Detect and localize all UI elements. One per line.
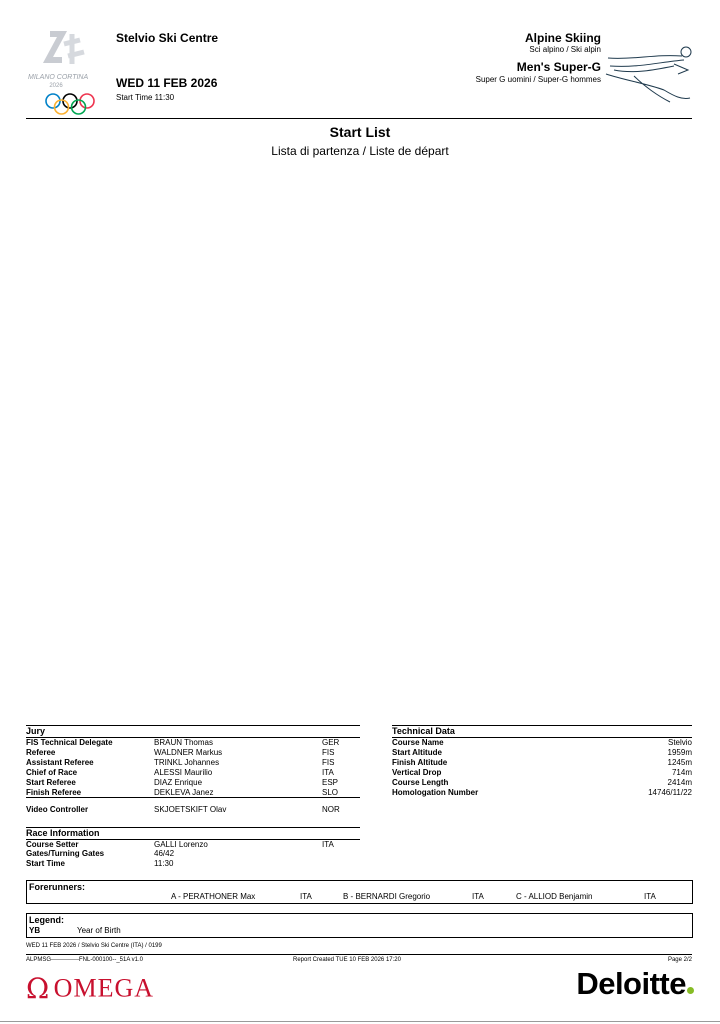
- video-controller-name: SKJOETSKIFT Olav: [154, 805, 227, 814]
- technical-row: [392, 738, 692, 748]
- header-rule: [26, 118, 692, 119]
- technical-row: [392, 758, 692, 768]
- race-info-label: Gates/Turning Gates: [26, 849, 105, 858]
- jury-row: [26, 738, 360, 748]
- jury-name: DIAZ Enrique: [154, 778, 203, 787]
- jury-heading: Jury: [26, 726, 46, 736]
- discipline-translations: Sci alpino / Ski alpin: [529, 45, 601, 54]
- forerunners-heading: Forerunners:: [29, 882, 86, 892]
- footer-location-line: WED 11 FEB 2026 / Stelvio Ski Centre (ITA) / 0199: [26, 943, 162, 949]
- technical-label: Start Altitude: [392, 748, 442, 757]
- omega-symbol-icon: Ω: [26, 972, 50, 1005]
- race-info-value: 46/42: [154, 849, 175, 858]
- jury-name: TRINKL Johannes: [154, 758, 220, 767]
- deloitte-logo: [576, 966, 694, 1006]
- event-title: Men's Super-G: [516, 60, 601, 74]
- venue-name: Stelvio Ski Centre: [116, 31, 219, 45]
- jury-row: [26, 768, 360, 778]
- race-info-row: [26, 859, 360, 869]
- footer-report-created: Report Created TUE 10 FEB 2026 17:20: [293, 957, 401, 963]
- forerunner-name: C - ALLIOD Benjamin: [516, 892, 593, 901]
- olympic-rings-icon: [44, 92, 96, 116]
- race-info-row: [26, 849, 360, 859]
- technical-value: 1245m: [667, 758, 692, 767]
- forerunner-noc: ITA: [472, 892, 484, 901]
- technical-row: [392, 768, 692, 778]
- jury-noc: ITA: [322, 768, 334, 777]
- race-info-value: GALLI Lorenzo: [154, 840, 208, 849]
- footer-rule: [26, 954, 692, 955]
- forerunner-item: [516, 892, 592, 901]
- technical-label: Vertical Drop: [392, 768, 442, 777]
- jury-role: Assistant Referee: [26, 758, 94, 767]
- jury-row: [26, 778, 360, 788]
- race-info-noc: ITA: [322, 840, 334, 849]
- forerunner-item: [171, 892, 255, 901]
- technical-label: Course Length: [392, 778, 449, 787]
- event-translations: Super G uomini / Super-G hommes: [475, 75, 601, 84]
- deloitte-green-dot-icon: [687, 987, 694, 994]
- footer-report-code: ALPMSG--------------FNL-000100--_51A v1.0: [26, 957, 144, 963]
- page-subtitle: Lista di partenza / Liste de départ: [271, 144, 449, 158]
- race-info-heading: Race Information: [26, 828, 100, 838]
- omega-wordmark: OMEGA: [53, 973, 155, 1003]
- bottom-edge-rule: [0, 1021, 720, 1022]
- jury-row: [26, 748, 360, 758]
- legend-box: [26, 913, 693, 938]
- event-date: WED 11 FEB 2026: [116, 76, 218, 90]
- jury-noc: GER: [322, 738, 340, 747]
- jury-name: ALESSI Maurilio: [154, 768, 213, 777]
- forerunner-item: [343, 892, 430, 901]
- technical-value: 14746/11/22: [648, 788, 692, 797]
- page-title: Start List: [329, 124, 391, 140]
- technical-label: Course Name: [392, 738, 444, 747]
- jury-role: Start Referee: [26, 778, 76, 787]
- jury-role: Referee: [26, 748, 56, 757]
- technical-value: 2414m: [667, 778, 692, 787]
- jury-name: WALDNER Markus: [154, 748, 223, 757]
- alpine-skier-pictogram-icon: [604, 40, 696, 104]
- games-logo-text: MILANO CORTINA: [28, 74, 89, 81]
- forerunner-name: A - PERATHONER Max: [171, 892, 256, 901]
- omega-logo: [26, 972, 154, 1004]
- forerunner-name: B - BERNARDI Gregorio: [343, 892, 431, 901]
- jury-noc: ESP: [322, 778, 339, 787]
- legend-code: YB: [29, 926, 41, 935]
- jury-role: Chief of Race: [26, 768, 78, 777]
- jury-name: DEKLEVA Janez: [154, 788, 214, 797]
- technical-row: [392, 788, 692, 798]
- video-controller-row: [26, 805, 360, 815]
- deloitte-wordmark: Deloitte: [576, 966, 686, 1001]
- race-info-value: 11:30: [154, 859, 174, 868]
- jury-name: BRAUN Thomas: [154, 738, 213, 747]
- technical-value: 1959m: [667, 748, 692, 757]
- technical-label: Homologation Number: [392, 788, 479, 797]
- technical-value: 714m: [671, 768, 692, 777]
- forerunner-noc: ITA: [300, 892, 312, 901]
- race-info-label: Course Setter: [26, 840, 79, 849]
- technical-heading: Technical Data: [392, 726, 455, 736]
- jury-role: Finish Referee: [26, 788, 82, 797]
- race-info-label: Start Time: [26, 859, 65, 868]
- jury-noc: FIS: [322, 748, 335, 757]
- legend-heading: Legend:: [29, 915, 64, 925]
- jury-noc: SLO: [322, 788, 339, 797]
- jury-top-rule: [26, 725, 360, 726]
- start-time-label: Start Time 11:30: [116, 93, 175, 102]
- video-controller-role: Video Controller: [26, 805, 89, 814]
- technical-row: [392, 748, 692, 758]
- jury-bottom-rule: [26, 797, 360, 798]
- technical-row: [392, 778, 692, 788]
- legend-meaning: Year of Birth: [77, 926, 121, 935]
- footer-page-number: Page 2/2: [667, 957, 692, 963]
- jury-row: [26, 758, 360, 768]
- games-logo-year: 2026: [49, 83, 63, 89]
- video-controller-noc: NOR: [322, 805, 340, 814]
- forerunner-noc: ITA: [644, 892, 656, 901]
- technical-label: Finish Altitude: [392, 758, 448, 767]
- jury-noc: FIS: [322, 758, 335, 767]
- jury-role: FIS Technical Delegate: [26, 738, 113, 747]
- technical-value: Stelvio: [667, 738, 692, 747]
- discipline-title: Alpine Skiing: [524, 31, 601, 45]
- forerunners-box: [26, 880, 693, 904]
